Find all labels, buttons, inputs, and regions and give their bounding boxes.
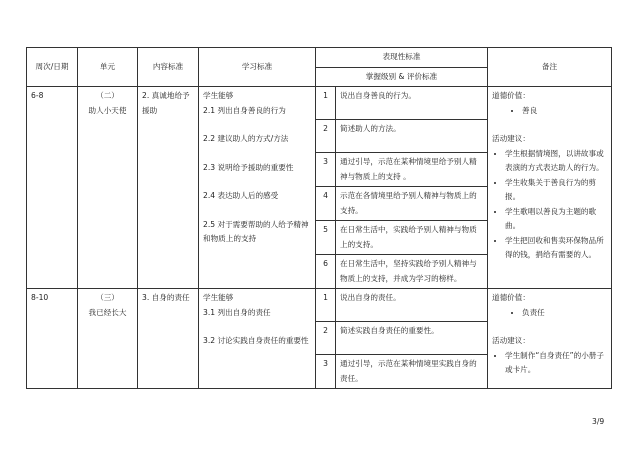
activity-item: • 学生收集关于善良行为的剪报。 — [505, 176, 607, 205]
unit-name: 我已经长大 — [88, 307, 127, 317]
level-description: 在日常生活中，坚持实践给予别人精神与物质上的支持，并成为学习的榜样。 — [336, 255, 488, 289]
activity-item: • 学生歌唱以善良为主题的歌曲。 — [505, 205, 607, 234]
header-performance-sub: 掌握级别 & 评价标准 — [316, 67, 488, 87]
header-remarks: 备注 — [488, 48, 612, 87]
learning-item: 2.2 建议助人的方式/方法 — [203, 134, 289, 143]
values-label: 道德价值： — [492, 91, 530, 100]
learning-item: 3.2 讨论实践自身责任的重要性 — [203, 336, 309, 345]
unit-name: 助人小天使 — [88, 105, 127, 115]
level-description: 说出自身善良的行为。 — [336, 87, 488, 120]
unit-number: （二） — [96, 91, 119, 100]
level-description: 示范在各情境里给予别人精神与物质上的支持。 — [336, 187, 488, 221]
header-row-1 — [27, 48, 612, 68]
remarks-cell — [488, 87, 612, 289]
page-number: 3/9 — [592, 417, 605, 426]
level-number: 5 — [316, 221, 336, 255]
remarks-cell — [488, 289, 612, 389]
learning-item: 2.1 列出自身善良的行为 — [203, 105, 286, 115]
learning-item: 2.5 对于需要帮助的人给予精神和物质上的支持 — [203, 219, 309, 243]
table-row — [27, 289, 612, 322]
table-row — [27, 87, 612, 120]
level-number: 1 — [316, 87, 336, 120]
learning-standard-cell — [199, 87, 316, 289]
activity-item: • 学生根据情境图，以讲故事或表演的方式表达助人的行为。 — [505, 147, 607, 176]
level-description: 在日常生活中，实践给予别人精神与物质上的支持。 — [336, 221, 488, 255]
unit-number: （三） — [96, 293, 119, 302]
level-description: 简述助人的方法。 — [336, 120, 488, 153]
learning-item: 2.3 说明给予援助的重要性 — [203, 162, 294, 172]
values-label: 道德价值： — [492, 293, 530, 302]
level-number: 2 — [316, 322, 336, 355]
learning-intro: 学生能够 — [203, 293, 234, 302]
level-description: 通过引导，示范在某种情境里实践自身的责任。 — [336, 355, 488, 389]
level-number: 6 — [316, 255, 336, 289]
level-description: 说出自身的责任。 — [336, 289, 488, 322]
header-performance-standard: 表现性标准 — [316, 48, 488, 68]
level-number: 2 — [316, 120, 336, 153]
level-number: 1 — [316, 289, 336, 322]
value-item: • 负责任 — [522, 306, 607, 321]
level-number: 3 — [316, 355, 336, 389]
unit-cell — [78, 87, 138, 289]
week-cell: 6-8 — [27, 87, 78, 289]
curriculum-table — [26, 47, 612, 389]
activities-label: 活动建议： — [492, 134, 530, 143]
learning-intro: 学生能够 — [203, 91, 234, 100]
activities-label: 活动建议： — [492, 336, 530, 345]
unit-cell — [78, 289, 138, 389]
week-cell: 8-10 — [27, 289, 78, 389]
level-number: 4 — [316, 187, 336, 221]
level-description: 简述实践自身责任的重要性。 — [336, 322, 488, 355]
learning-standard-cell — [199, 289, 316, 389]
learning-item: 2.4 表达助人后的感受 — [203, 191, 279, 200]
activity-item: • 学生制作“自身责任”的小册子或卡片。 — [505, 349, 607, 378]
content-standard-cell: 3. 自身的责任 — [138, 289, 199, 389]
header-week: 周次/日期 — [27, 48, 78, 87]
content-standard-cell: 2. 真诚地给予援助 — [138, 87, 199, 289]
header-learning-standard: 学习标准 — [199, 48, 316, 87]
level-description: 通过引导，示范在某种情境里给予别人精神与物质上的支持 。 — [336, 153, 488, 187]
level-number: 3 — [316, 153, 336, 187]
value-item: • 善良 — [522, 104, 607, 119]
header-unit: 单元 — [78, 48, 138, 87]
learning-item: 3.1 列出自身的责任 — [203, 307, 271, 317]
activity-item: • 学生把回收和售卖环保物品所得的钱，捐给有需要的人。 — [505, 234, 607, 263]
header-content-standard: 内容标准 — [138, 48, 199, 87]
